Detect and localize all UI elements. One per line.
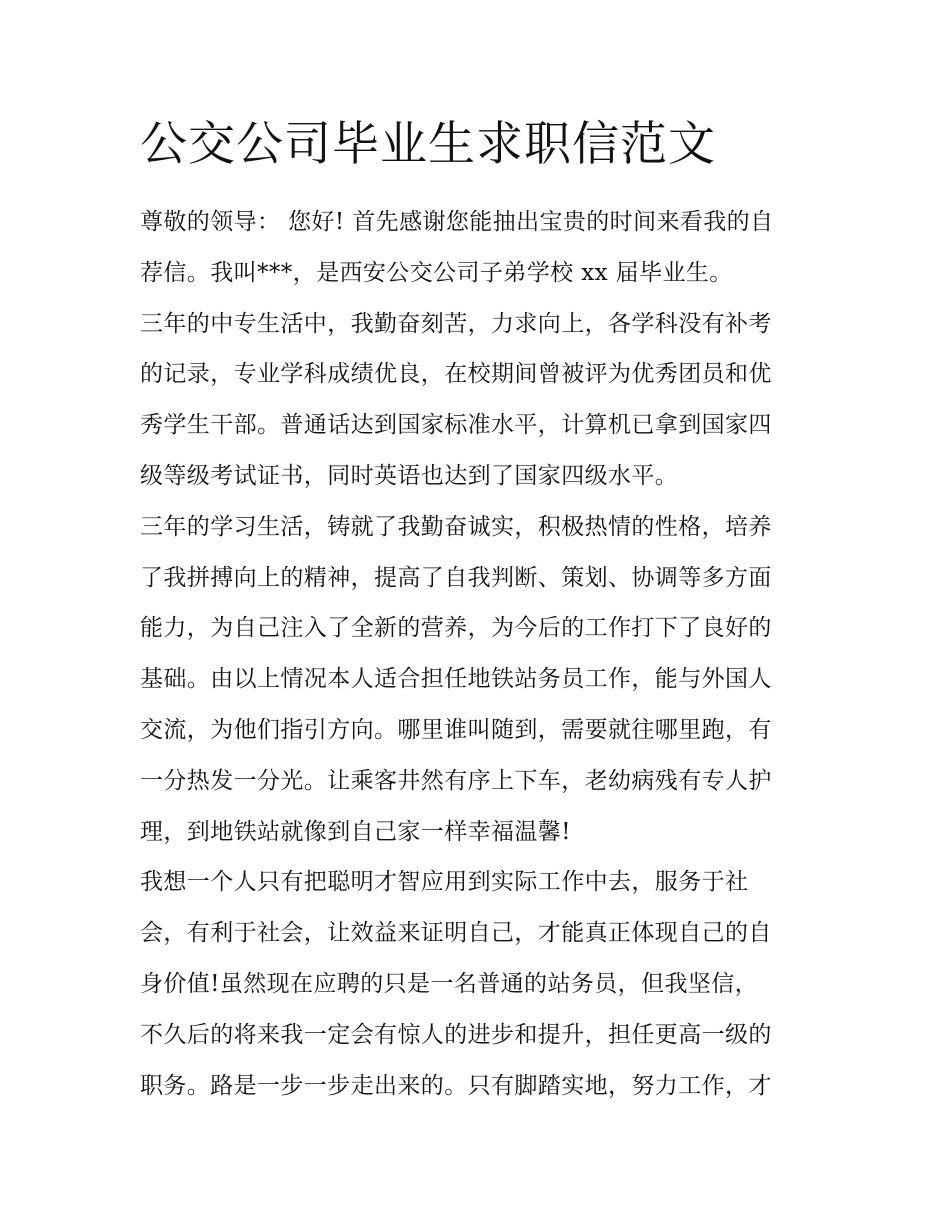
body-line: 理，到地铁站就像到自己家一样幸福温馨! [140, 818, 571, 845]
body-line: 会，有利于社会，让效益来证明自己，才能真正体现自己的自 [140, 920, 772, 947]
body-line: 三年的学习生活，铸就了我勤奋诚实，积极热情的性格，培养 [140, 513, 772, 540]
body-line: 尊敬的领导： 您好! 首先感谢您能抽出宝贵的时间来看我的自 [140, 209, 774, 235]
body-line: 级等级考试证书，同时英语也达到了国家四级水平。 [140, 462, 679, 489]
body-line: 不久后的将来我一定会有惊人的进步和提升，担任更高一级的 [140, 1021, 772, 1048]
body-line: 秀学生干部。普通话达到国家标准水平，计算机已拿到国家四 [140, 412, 772, 439]
body-line: 我想一个人只有把聪明才智应用到实际工作中去，服务于社 [140, 869, 749, 896]
body-line: 一分热发一分光。让乘客井然有序上下车，老幼病残有专人护 [140, 767, 772, 794]
document-body [140, 197, 820, 1111]
body-line: 三年的中专生活中，我勤奋刻苦，力求向上，各学科没有补考 [140, 310, 772, 337]
body-line: 的记录，专业学科成绩优良，在校期间曾被评为优秀团员和优 [140, 361, 772, 388]
document-title: 公交公司毕业生求职信范文 [140, 117, 716, 172]
body-line: 基础。由以上情况本人适合担任地铁站务员工作，能与外国人 [140, 666, 772, 693]
body-line: 身价值!虽然现在应聘的只是一名普通的站务员，但我坚信， [140, 970, 759, 997]
body-line: 能力，为自己注入了全新的营养，为今后的工作打下了良好的 [140, 615, 772, 642]
body-line: 交流，为他们指引方向。哪里谁叫随到，需要就往哪里跑，有 [140, 716, 772, 743]
body-line: 了我拼搏向上的精神，提高了自我判断、策划、协调等多方面 [140, 564, 772, 591]
body-line: 职务。路是一步一步走出来的。只有脚踏实地，努力工作，才 [140, 1072, 772, 1099]
body-line: 荐信。我叫***，是西安公交公司子弟学校 xx 届毕业生。 [140, 259, 733, 286]
